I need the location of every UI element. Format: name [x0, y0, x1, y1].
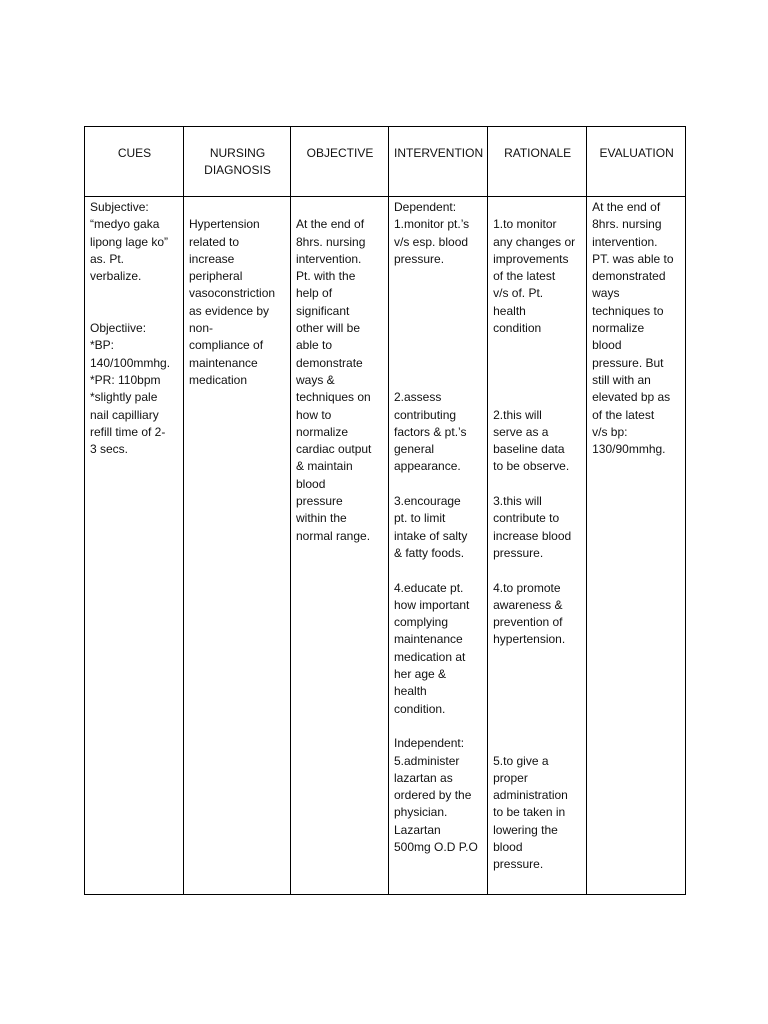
cell-cues: Subjective: “medyo gaka lipong lage ko” as. Pt. verbalize. Objectiive: *BP: 140/100mmhg. *PR: 110bpm *slightly pale nail capilliary refill time of 2- 3 secs.: [85, 197, 184, 895]
cell-evaluation: At the end of 8hrs. nursing intervention. PT. was able to demonstrated ways techniques to normalize blood pressure. But still with an elevated bp as of the latest v/s bp: 130/90mmhg.: [587, 197, 686, 895]
header-row: [85, 127, 686, 197]
cell-rationale: 1.to monitor any changes or improvements of the latest v/s of. Pt. health condition 2.this will serve as a baseline data to be observe. 3.this will contribute to increase blood pressure. 4.to promote awareness & prevention of hypertension. 5.to give a proper administration to be taken in lowering the blood pressure.: [488, 197, 587, 895]
cell-intervention: Dependent: 1.monitor pt.’s v/s esp. blood pressure. 2.assess contributing factors & pt.’s general appearance. 3.encourage pt. to limit intake of salty & fatty foods. 4.educate pt. how important complying maintenance medication at her age & health condition. Independent: 5.administer lazartan as ordered by the physician. Lazartan 500mg O.D P.O: [389, 197, 488, 895]
cell-nursing-diagnosis: Hypertension related to increase peripheral vasoconstriction as evidence by non- compliance of maintenance medication: [184, 197, 291, 895]
table-row: [85, 197, 686, 895]
header-rationale: RATIONALE: [488, 127, 587, 197]
nursing-care-plan-table: [84, 126, 686, 895]
cell-objective: At the end of 8hrs. nursing intervention. Pt. with the help of significant other will be able to demonstrate ways & techniques on how to normalize cardiac output & maintain blood pressure within the normal range.: [291, 197, 389, 895]
header-objective: OBJECTIVE: [291, 127, 389, 197]
header-intervention: INTERVENTION: [389, 127, 488, 197]
header-evaluation: EVALUATION: [587, 127, 686, 197]
header-cues: CUES: [85, 127, 184, 197]
header-nursing-diagnosis: NURSING DIAGNOSIS: [184, 127, 291, 197]
